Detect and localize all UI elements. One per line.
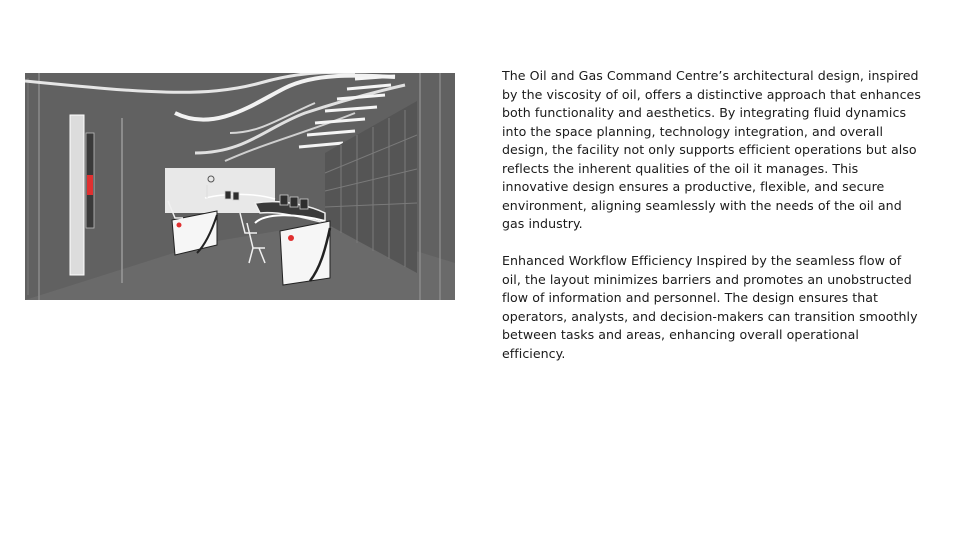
render-illustration [25,73,455,300]
paragraph-workflow-efficiency: Enhanced Workflow Efficiency Inspired by the seamless flow of oil, the layout minimizes barriers and promotes an unobstructed flow of information and personnel. The design ensures that operators, analysts, and decision-makers can transition smoothly between tasks and areas, enhancing overall operational efficiency. [502,253,918,361]
command-centre-render-image [25,73,455,300]
description-text [502,67,922,363]
paragraph-architectural-design: The Oil and Gas Command Centre’s architectural design, inspired by the viscosity of oil, offers a distinctive approach that enhances both functionality and aesthetics. By integrating fluid dynamics into the space planning, technology integration, and overall design, the facility not only supports efficient operations but also reflects the inherent qualities of the oil it manages. This innovative design ensures a productive, flexible, and secure environment, aligning seamlessly with the needs of the oil and gas industry. [502,68,921,231]
